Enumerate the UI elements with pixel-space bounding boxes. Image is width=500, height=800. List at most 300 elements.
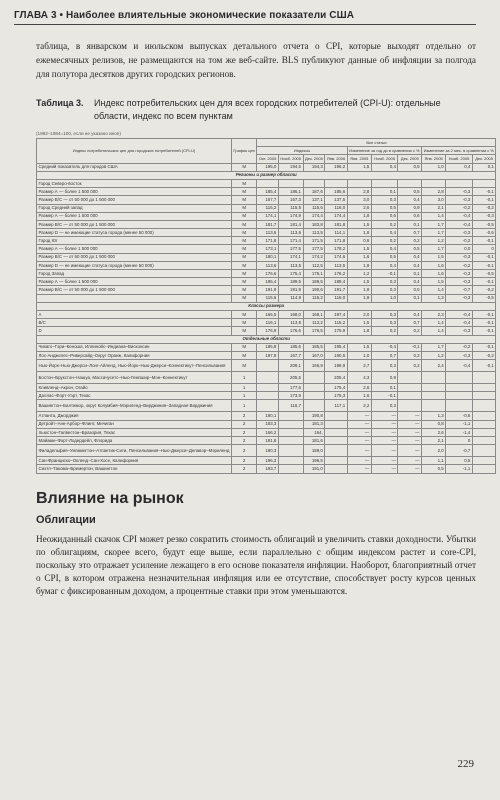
value-cell: 0	[472, 245, 496, 253]
value-cell: 175,9	[325, 327, 347, 335]
value-cell: 174,1	[278, 253, 303, 261]
table-section-row	[37, 171, 496, 179]
value-cell: 171,5	[303, 237, 325, 245]
sub-column-header: Дек. 2005	[305, 156, 323, 162]
area-name-cell: Нью-Йорк–Нью-Джерси–Лонг-Айленд, Нью-Йорк–Нью-Джерси–Коннектикут–Пенсильвания	[37, 360, 232, 372]
value-cell: 2,3	[422, 310, 446, 318]
value-cell: 0,1	[398, 270, 422, 278]
value-cell: 190,6	[303, 286, 325, 294]
value-cell: 1,5	[422, 278, 446, 286]
value-cell: 171,4	[278, 237, 303, 245]
value-cell	[325, 457, 347, 465]
col-header-change-year: Изменение за год до в сравнении с %	[349, 148, 420, 154]
value-cell: -0,1	[371, 270, 398, 278]
value-cell: 113,2	[303, 319, 325, 327]
value-cell	[257, 400, 278, 412]
chapter-title: Наиболее влиятельные экономические показатели США	[66, 10, 355, 21]
value-cell: 174,9	[278, 212, 303, 220]
value-cell: 0,1	[371, 188, 398, 196]
value-cell	[278, 445, 303, 457]
value-cell	[325, 428, 347, 436]
value-cell: 0,1	[371, 384, 398, 392]
value-cell	[303, 392, 325, 400]
value-cell: 174,4	[325, 212, 347, 220]
value-cell: 181,4	[278, 220, 303, 228]
schedule-cell: M	[231, 351, 256, 359]
table-note: (1982–1984=100, если не указано иное)	[36, 131, 121, 136]
value-cell	[303, 179, 325, 187]
value-cell: 185,6	[325, 188, 347, 196]
value-cell: 115,2	[303, 294, 325, 302]
value-cell: —	[398, 437, 422, 445]
schedule-cell: M	[231, 278, 256, 286]
value-cell: -0,1	[472, 253, 496, 261]
table-row	[37, 327, 496, 335]
table-row	[37, 400, 496, 412]
value-cell: 178,2	[325, 245, 347, 253]
schedule-cell: M	[231, 327, 256, 335]
value-cell: —	[398, 412, 422, 420]
value-cell: 0,7	[371, 351, 398, 359]
area-name-cell: Сиэтл–Такома–Бремертон, Вашингтон	[37, 465, 232, 473]
value-cell: 191,0	[303, 465, 325, 473]
value-cell	[472, 457, 496, 465]
value-cell: 1,6	[422, 270, 446, 278]
value-cell	[446, 400, 473, 412]
value-cell: 0,2	[371, 237, 398, 245]
table-row	[37, 286, 496, 294]
value-cell: 0,3	[371, 196, 398, 204]
schedule-cell: 2	[231, 437, 256, 445]
value-cell: 167,0	[303, 351, 325, 359]
area-name-cell: Кливленд–Акрон, Огайо	[37, 384, 232, 392]
value-cell: 113,6	[257, 261, 278, 269]
col-header-indexes: Индексы	[257, 147, 347, 155]
value-cell	[422, 384, 446, 392]
value-cell	[472, 400, 496, 412]
section-label: Классы размера	[37, 302, 496, 310]
cpi-table	[36, 138, 496, 474]
table-row	[37, 212, 496, 220]
value-cell: 209,1	[278, 360, 303, 372]
value-cell: 117,1	[325, 400, 347, 412]
value-cell: 0,3	[371, 360, 398, 372]
cpi-table-body	[37, 163, 496, 473]
area-name-cell: B/C	[37, 319, 232, 327]
value-cell	[347, 179, 371, 187]
area-name-cell: Сан-Франциско–Окленд–Сан-Хосе, Калифорния	[37, 457, 232, 465]
area-name-cell: Филадельфия–Уилмингтон–Атлантик-Сити, Пенсильвания–Нью-Джерси–Делавэр–Мэриленд	[37, 445, 232, 457]
table-row	[37, 310, 496, 318]
schedule-cell: 2	[231, 412, 256, 420]
value-cell: 174,1	[257, 212, 278, 220]
value-cell: 176,5	[303, 327, 325, 335]
value-cell: 0,1	[472, 163, 496, 171]
area-name-cell: Средний показатель для городов США	[37, 163, 232, 171]
value-cell: -0,3	[446, 253, 473, 261]
value-cell: 1,4	[422, 212, 446, 220]
intro-paragraph: таблица, в январском и июльском выпусках детального отчета о CPI, которые выходят отдельно от ежемесячных релизов, не размещаются на том же веб-сайте. BLS публикуют данные об инфляции за полгода для полутора десятков других городских регионов.	[36, 41, 476, 79]
value-cell	[446, 179, 473, 187]
value-cell	[325, 437, 347, 445]
schedule-cell: 1	[231, 392, 256, 400]
value-cell: 1,5	[422, 253, 446, 261]
value-cell: 195,0	[257, 163, 278, 171]
table-caption	[36, 97, 476, 123]
value-cell: 1,5	[347, 220, 371, 228]
area-name-cell: Размер B/C — от 50 000 до 1 500 000	[37, 196, 232, 204]
value-cell: 1,5	[347, 319, 371, 327]
value-cell: -1,1	[446, 465, 473, 473]
value-cell	[472, 437, 496, 445]
value-cell: 194,5	[278, 163, 303, 171]
table-row	[37, 360, 496, 372]
table-section-row	[37, 335, 496, 343]
value-cell: -0,1	[472, 327, 496, 335]
schedule-cell: 2	[231, 428, 256, 436]
value-cell: 1,8	[347, 327, 371, 335]
value-cell: 0,5	[398, 188, 422, 196]
value-cell: 175,3	[325, 392, 347, 400]
value-cell: 0,2	[398, 327, 422, 335]
value-cell: —	[398, 420, 422, 428]
value-cell: 1,7	[422, 343, 446, 351]
value-cell: 185,6	[278, 343, 303, 351]
area-name-cell: Размер А — более 1 500 000	[37, 278, 232, 286]
area-name-cell: D	[37, 327, 232, 335]
value-cell: 115,6	[257, 294, 278, 302]
value-cell: 1,4	[422, 319, 446, 327]
value-cell: —	[398, 465, 422, 473]
value-cell	[303, 372, 325, 384]
value-cell: 0,4	[371, 245, 398, 253]
value-cell: 0,6	[347, 237, 371, 245]
value-cell: -0,2	[446, 261, 473, 269]
value-cell: -0,1	[371, 392, 398, 400]
value-cell: 2,2	[347, 400, 371, 412]
value-cell: 185,5	[303, 343, 325, 351]
value-cell: 0,5	[422, 465, 446, 473]
value-cell: 0,5	[398, 286, 422, 294]
value-cell: 175,4	[325, 384, 347, 392]
schedule-cell: M	[231, 237, 256, 245]
value-cell: —	[398, 428, 422, 436]
value-cell: 176,2	[325, 270, 347, 278]
value-cell: 0,3	[371, 400, 398, 412]
schedule-cell: 2	[231, 420, 256, 428]
value-cell: —	[347, 412, 371, 420]
value-cell: 167,3	[278, 196, 303, 204]
value-cell: 137,1	[303, 196, 325, 204]
schedule-cell: M	[231, 188, 256, 196]
value-cell	[257, 392, 278, 400]
value-cell	[398, 372, 422, 384]
value-cell: 0,4	[398, 278, 422, 286]
value-cell	[422, 392, 446, 400]
sub-column-header: Нояб. 2005	[446, 155, 473, 163]
value-cell: 0,5	[446, 457, 473, 465]
area-name-cell: Размер B/C — от 50 000 до 1 500 000	[37, 286, 232, 294]
value-cell: 174,4	[303, 212, 325, 220]
value-cell: —	[398, 445, 422, 457]
section-label: Регионы и размер области	[37, 171, 496, 179]
area-name-cell: Размер А — более 1 500 000	[37, 245, 232, 253]
table-row	[37, 392, 496, 400]
value-cell: 180,1	[257, 253, 278, 261]
value-cell: 1,7	[422, 220, 446, 228]
area-name-cell: Чикаго–Гэри–Кеноша, Иллинойс–Индиана–Висконсин	[37, 343, 232, 351]
value-cell: 190,5	[325, 351, 347, 359]
area-name-cell: Город Средний запад	[37, 204, 232, 212]
value-cell: 0,3	[371, 310, 398, 318]
value-cell: 1,8	[347, 229, 371, 237]
value-cell: 0,4	[398, 310, 422, 318]
table-row	[37, 196, 496, 204]
value-cell: 0,1	[398, 220, 422, 228]
value-cell: 183,3	[257, 420, 278, 428]
value-cell: —	[398, 457, 422, 465]
value-cell: 1,5	[347, 245, 371, 253]
value-cell: 0,2	[398, 360, 422, 372]
value-cell: -0,4	[446, 360, 473, 372]
sub-column-header: Дек. 2005	[472, 155, 496, 163]
value-cell: 185,8	[257, 343, 278, 351]
value-cell: 173,9	[278, 392, 303, 400]
value-cell: -0,1	[472, 237, 496, 245]
value-cell: 181,7	[257, 220, 278, 228]
table-row	[37, 457, 496, 465]
value-cell: 0,7	[398, 319, 422, 327]
value-cell: 2,0	[347, 310, 371, 318]
table-row	[37, 372, 496, 384]
value-cell: 1,0	[347, 351, 371, 359]
value-cell: 114,9	[278, 294, 303, 302]
value-cell: -0,4	[446, 310, 473, 318]
value-cell	[278, 457, 303, 465]
value-cell: 205,4	[325, 372, 347, 384]
schedule-cell: M	[231, 319, 256, 327]
value-cell: 0,2	[398, 237, 422, 245]
schedule-cell: M	[231, 220, 256, 228]
value-cell: -0,3	[472, 212, 496, 220]
area-name-cell: Размер А — более 1 500 000	[37, 212, 232, 220]
value-cell: 2,1	[422, 204, 446, 212]
area-name-cell: A	[37, 310, 232, 318]
col-header-change-month: Изменение за 2 мес. в сравнении с %	[423, 148, 494, 154]
value-cell: 189,5	[278, 278, 303, 286]
section-label: Отдельные области	[37, 335, 496, 343]
value-cell: 1,4	[422, 327, 446, 335]
value-cell	[303, 400, 325, 412]
value-cell: 115,2	[325, 319, 347, 327]
schedule-cell: M	[231, 294, 256, 302]
value-cell: —	[347, 420, 371, 428]
value-cell: 174,6	[325, 253, 347, 261]
value-cell	[472, 372, 496, 384]
value-cell: —	[347, 457, 371, 465]
schedule-cell: M	[231, 360, 256, 372]
value-cell	[422, 179, 446, 187]
value-cell	[278, 420, 303, 428]
value-cell: 116,0	[325, 204, 347, 212]
body-paragraph: Неожиданный скачок CPI может резко сократить стоимость облигаций и увеличить ставки доходности. Убытки по облигациям, скорее всего, будут еще выше, если параллельно с общим индексом растет и core-CPI, поскольку это отражает усиление лежащего в его основе показателя инфляции. Наоборот, благоприятный отчет о CPI, в котором отражена незначительная инфляция или ее отсутствие, способствует росту курсов ценных бумаг с фиксированным доходом, а процентные ставки при этом уменьшаются.	[36, 533, 476, 596]
value-cell: -0,2	[472, 286, 496, 294]
page-number: 229	[457, 758, 474, 770]
value-cell: 181,8	[257, 437, 278, 445]
value-cell: 0,3	[398, 351, 422, 359]
value-cell: -0,2	[472, 204, 496, 212]
value-cell: 1,8	[347, 212, 371, 220]
value-cell: 1,5	[347, 163, 371, 171]
value-cell: -0,3	[446, 196, 473, 204]
sub-column-header: Янв. 2005	[347, 155, 371, 163]
value-cell: 0,4	[398, 253, 422, 261]
table-section-row	[37, 302, 496, 310]
value-cell: -0,3	[446, 351, 473, 359]
value-cell: -1,4	[446, 428, 473, 436]
sub-column-header: Нояб. 2005	[371, 155, 398, 163]
schedule-cell: M	[231, 343, 256, 351]
table-row	[37, 437, 496, 445]
value-cell: -0,1	[472, 261, 496, 269]
value-cell: 1,5	[347, 278, 371, 286]
table-row	[37, 163, 496, 171]
value-cell: 2,6	[347, 384, 371, 392]
table-row	[37, 343, 496, 351]
value-cell: 0,5	[371, 204, 398, 212]
value-cell: -0,2	[446, 343, 473, 351]
table-row	[37, 384, 496, 392]
value-cell: 173,1	[257, 245, 278, 253]
value-cell: 0,9	[398, 204, 422, 212]
value-cell	[398, 179, 422, 187]
value-cell	[398, 392, 422, 400]
table-row	[37, 465, 496, 473]
value-cell: 113,9	[278, 319, 303, 327]
area-name-cell: Размер D — не имеющие статуса города (менее 50 000)	[37, 261, 232, 269]
value-cell: —	[371, 420, 398, 428]
value-cell: -0,7	[446, 286, 473, 294]
value-cell: 1,7	[422, 229, 446, 237]
value-cell: 205,5	[278, 372, 303, 384]
value-cell: 186,1	[278, 188, 303, 196]
value-cell	[422, 372, 446, 384]
value-cell: 0,4	[398, 261, 422, 269]
value-cell: 115,2	[257, 204, 278, 212]
value-cell: 0,3	[371, 278, 398, 286]
table-row	[37, 270, 496, 278]
value-cell: 199,9	[325, 360, 347, 372]
value-cell: 177,6	[278, 384, 303, 392]
area-name-cell: Размер D — не имеющие статуса города (менее 50 000)	[37, 229, 232, 237]
value-cell: 0,1	[398, 294, 422, 302]
value-cell	[278, 412, 303, 420]
value-cell	[422, 400, 446, 412]
value-cell: 2,7	[347, 360, 371, 372]
schedule-cell: M	[231, 261, 256, 269]
value-cell: 191,7	[325, 286, 347, 294]
value-cell: 0,0	[446, 245, 473, 253]
schedule-cell: 2	[231, 445, 256, 457]
value-cell: 167,7	[278, 351, 303, 359]
value-cell: 176,6	[278, 327, 303, 335]
table-row	[37, 319, 496, 327]
value-cell: 1,3	[422, 412, 446, 420]
value-cell: 0,8	[422, 420, 446, 428]
value-cell: -0,1	[472, 310, 496, 318]
value-cell: 190,8	[303, 412, 325, 420]
value-cell: -0,4	[446, 319, 473, 327]
schedule-cell: M	[231, 179, 256, 187]
value-cell: 113,5	[278, 261, 303, 269]
value-cell: 2,4	[422, 360, 446, 372]
value-cell	[325, 179, 347, 187]
value-cell	[446, 372, 473, 384]
area-name-cell: Хьюстон–Галвестон–Бразория, Техас	[37, 428, 232, 436]
value-cell: 197,4	[325, 310, 347, 318]
header-separator: •	[59, 10, 67, 21]
value-cell: 0,4	[371, 261, 398, 269]
value-cell: -0,2	[446, 204, 473, 212]
schedule-cell: 2	[231, 457, 256, 465]
table-row	[37, 204, 496, 212]
schedule-cell: M	[231, 253, 256, 261]
area-name-cell: Размер B/C — от 50 000 до 1 500 000	[37, 253, 232, 261]
table-row	[37, 428, 496, 436]
value-cell: 3,0	[347, 196, 371, 204]
value-cell: 2,6	[422, 428, 446, 436]
area-name-cell: Город Запад	[37, 270, 232, 278]
value-cell	[472, 428, 496, 436]
value-cell: 181,8	[325, 220, 347, 228]
value-cell	[325, 445, 347, 457]
value-cell: 0,4	[446, 163, 473, 171]
schedule-cell: 1	[231, 372, 256, 384]
area-name-cell: Размер А — более 1 500 000	[37, 188, 232, 196]
value-cell: 0,5	[398, 163, 422, 171]
value-cell	[257, 372, 278, 384]
schedule-cell: M	[231, 196, 256, 204]
value-cell: 196,5	[303, 457, 325, 465]
value-cell: —	[371, 437, 398, 445]
value-cell	[472, 384, 496, 392]
value-cell: 176,6	[257, 270, 278, 278]
area-name-cell: Детройт–Анн-Арбор–Флинт, Мичиган	[37, 420, 232, 428]
value-cell: 112,5	[303, 261, 325, 269]
value-cell: -0,5	[472, 270, 496, 278]
value-cell: 1,6	[347, 392, 371, 400]
schedule-cell: M	[231, 204, 256, 212]
value-cell: 113,5	[303, 229, 325, 237]
col-header-area: Индекс потребительских цен для городских потребителей (CPI-U)	[37, 139, 232, 164]
value-cell: 185,4	[257, 278, 278, 286]
value-cell: 0,6	[398, 212, 422, 220]
value-cell: 176,9	[257, 327, 278, 335]
value-cell	[325, 412, 347, 420]
table-row	[37, 253, 496, 261]
value-cell: 195,4	[325, 343, 347, 351]
value-cell: 3,0	[422, 196, 446, 204]
value-cell: 196,3	[257, 457, 278, 465]
table-row	[37, 261, 496, 269]
value-cell: -0,4	[371, 343, 398, 351]
area-name-cell: Размер B/C — от 50 000 до 1 500 000	[37, 220, 232, 228]
value-cell: 0,7	[398, 229, 422, 237]
value-cell: —	[347, 465, 371, 473]
sub-column-header: Янв. 2005	[422, 155, 446, 163]
value-cell: 174,2	[303, 253, 325, 261]
value-cell	[325, 420, 347, 428]
